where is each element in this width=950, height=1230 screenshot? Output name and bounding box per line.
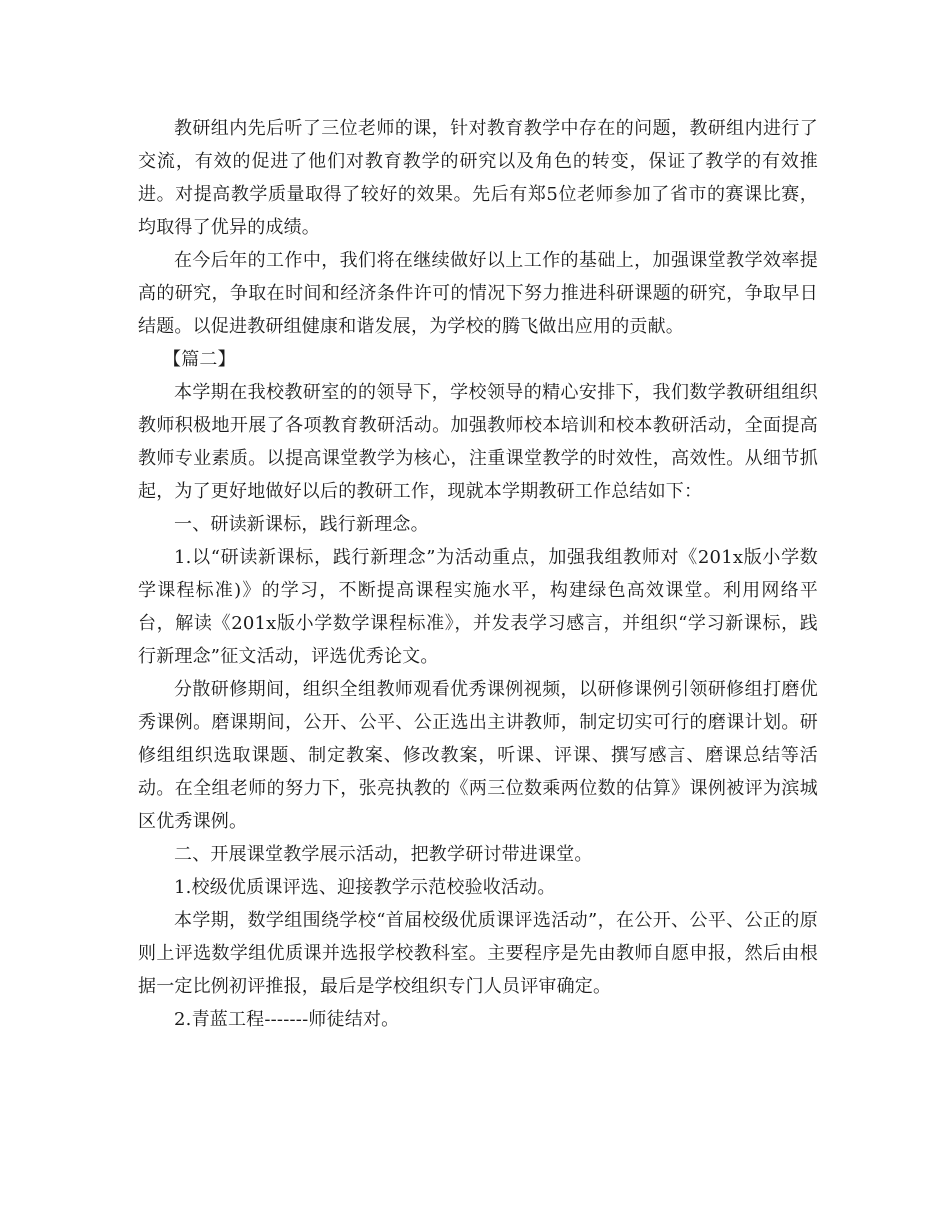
subheading-2-2: 2.青蓝工程-------师徒结对。	[174, 1009, 400, 1030]
section-heading-1: 一、研读新课标，践行新理念。	[174, 514, 429, 535]
paragraph-4: 1.以“研读新课标，践行新理念”为活动重点，加强我组教师对《201x版小学数学课程标准)》的学习，不断提高课程实施水平，构建绿色高效课堂。利用网络平台，解读《201x版小学数学课程标准》，并发表学习感言，并组织“学习新课标，践行新理念”征文活动，评选优秀论文。	[138, 547, 818, 667]
paragraph-5: 分散研修期间，组织全组教师观看优秀课例视频，以研修课例引领研修组打磨优秀课例。磨课期间，公开、公平、公正选出主讲教师，制定切实可行的磨课计划。研修组组织选取课题、制定教案、修改教案，听课、评课、撰写感言、磨课总结等活动。在全组老师的努力下，张亮执教的《两三位数乘两位数的估算》课例被评为滨城区优秀课例。	[138, 679, 818, 832]
paragraph-2: 在今后年的工作中，我们将在继续做好以上工作的基础上，加强课堂教学效率提高的研究，争取在时间和经济条件许可的情况下努力推进科研课题的研究，争取早日结题。以促进教研组健康和谐发展，为学校的腾飞做出应用的贡献。	[138, 250, 818, 337]
section-heading-part-two: 【篇二】	[163, 349, 236, 370]
document-body	[138, 112, 818, 1036]
paragraph-6: 本学期，数学组围绕学校“首届校级优质课评选活动”，在公开、公平、公正的原则上评选数学组优质课并选报学校教科室。主要程序是先由教师自愿申报，然后由根据一定比例初评推报，最后是学校组织专门人员评审确定。	[138, 910, 818, 997]
paragraph-3: 本学期在我校教研室的的领导下，学校领导的精心安排下，我们数学教研组组织教师积极地开展了各项教育教研活动。加强教师校本培训和校本教研活动，全面提高教师专业素质。以提高课堂教学为核心，注重课堂教学的时效性，高效性。从细节抓起，为了更好地做好以后的教研工作，现就本学期教研工作总结如下：	[138, 382, 818, 502]
paragraph-1: 教研组内先后听了三位老师的课，针对教育教学中存在的问题，教研组内进行了交流，有效的促进了他们对教育教学的研究以及角色的转变，保证了教学的有效推进。对提高教学质量取得了较好的效果。先后有郑5位老师参加了省市的赛课比赛，均取得了优异的成绩。	[138, 118, 818, 238]
section-heading-2: 二、开展课堂教学展示活动，把教学研讨带进课堂。	[174, 844, 593, 865]
subheading-2-1: 1.校级优质课评选、迎接教学示范校验收活动。	[174, 877, 556, 898]
